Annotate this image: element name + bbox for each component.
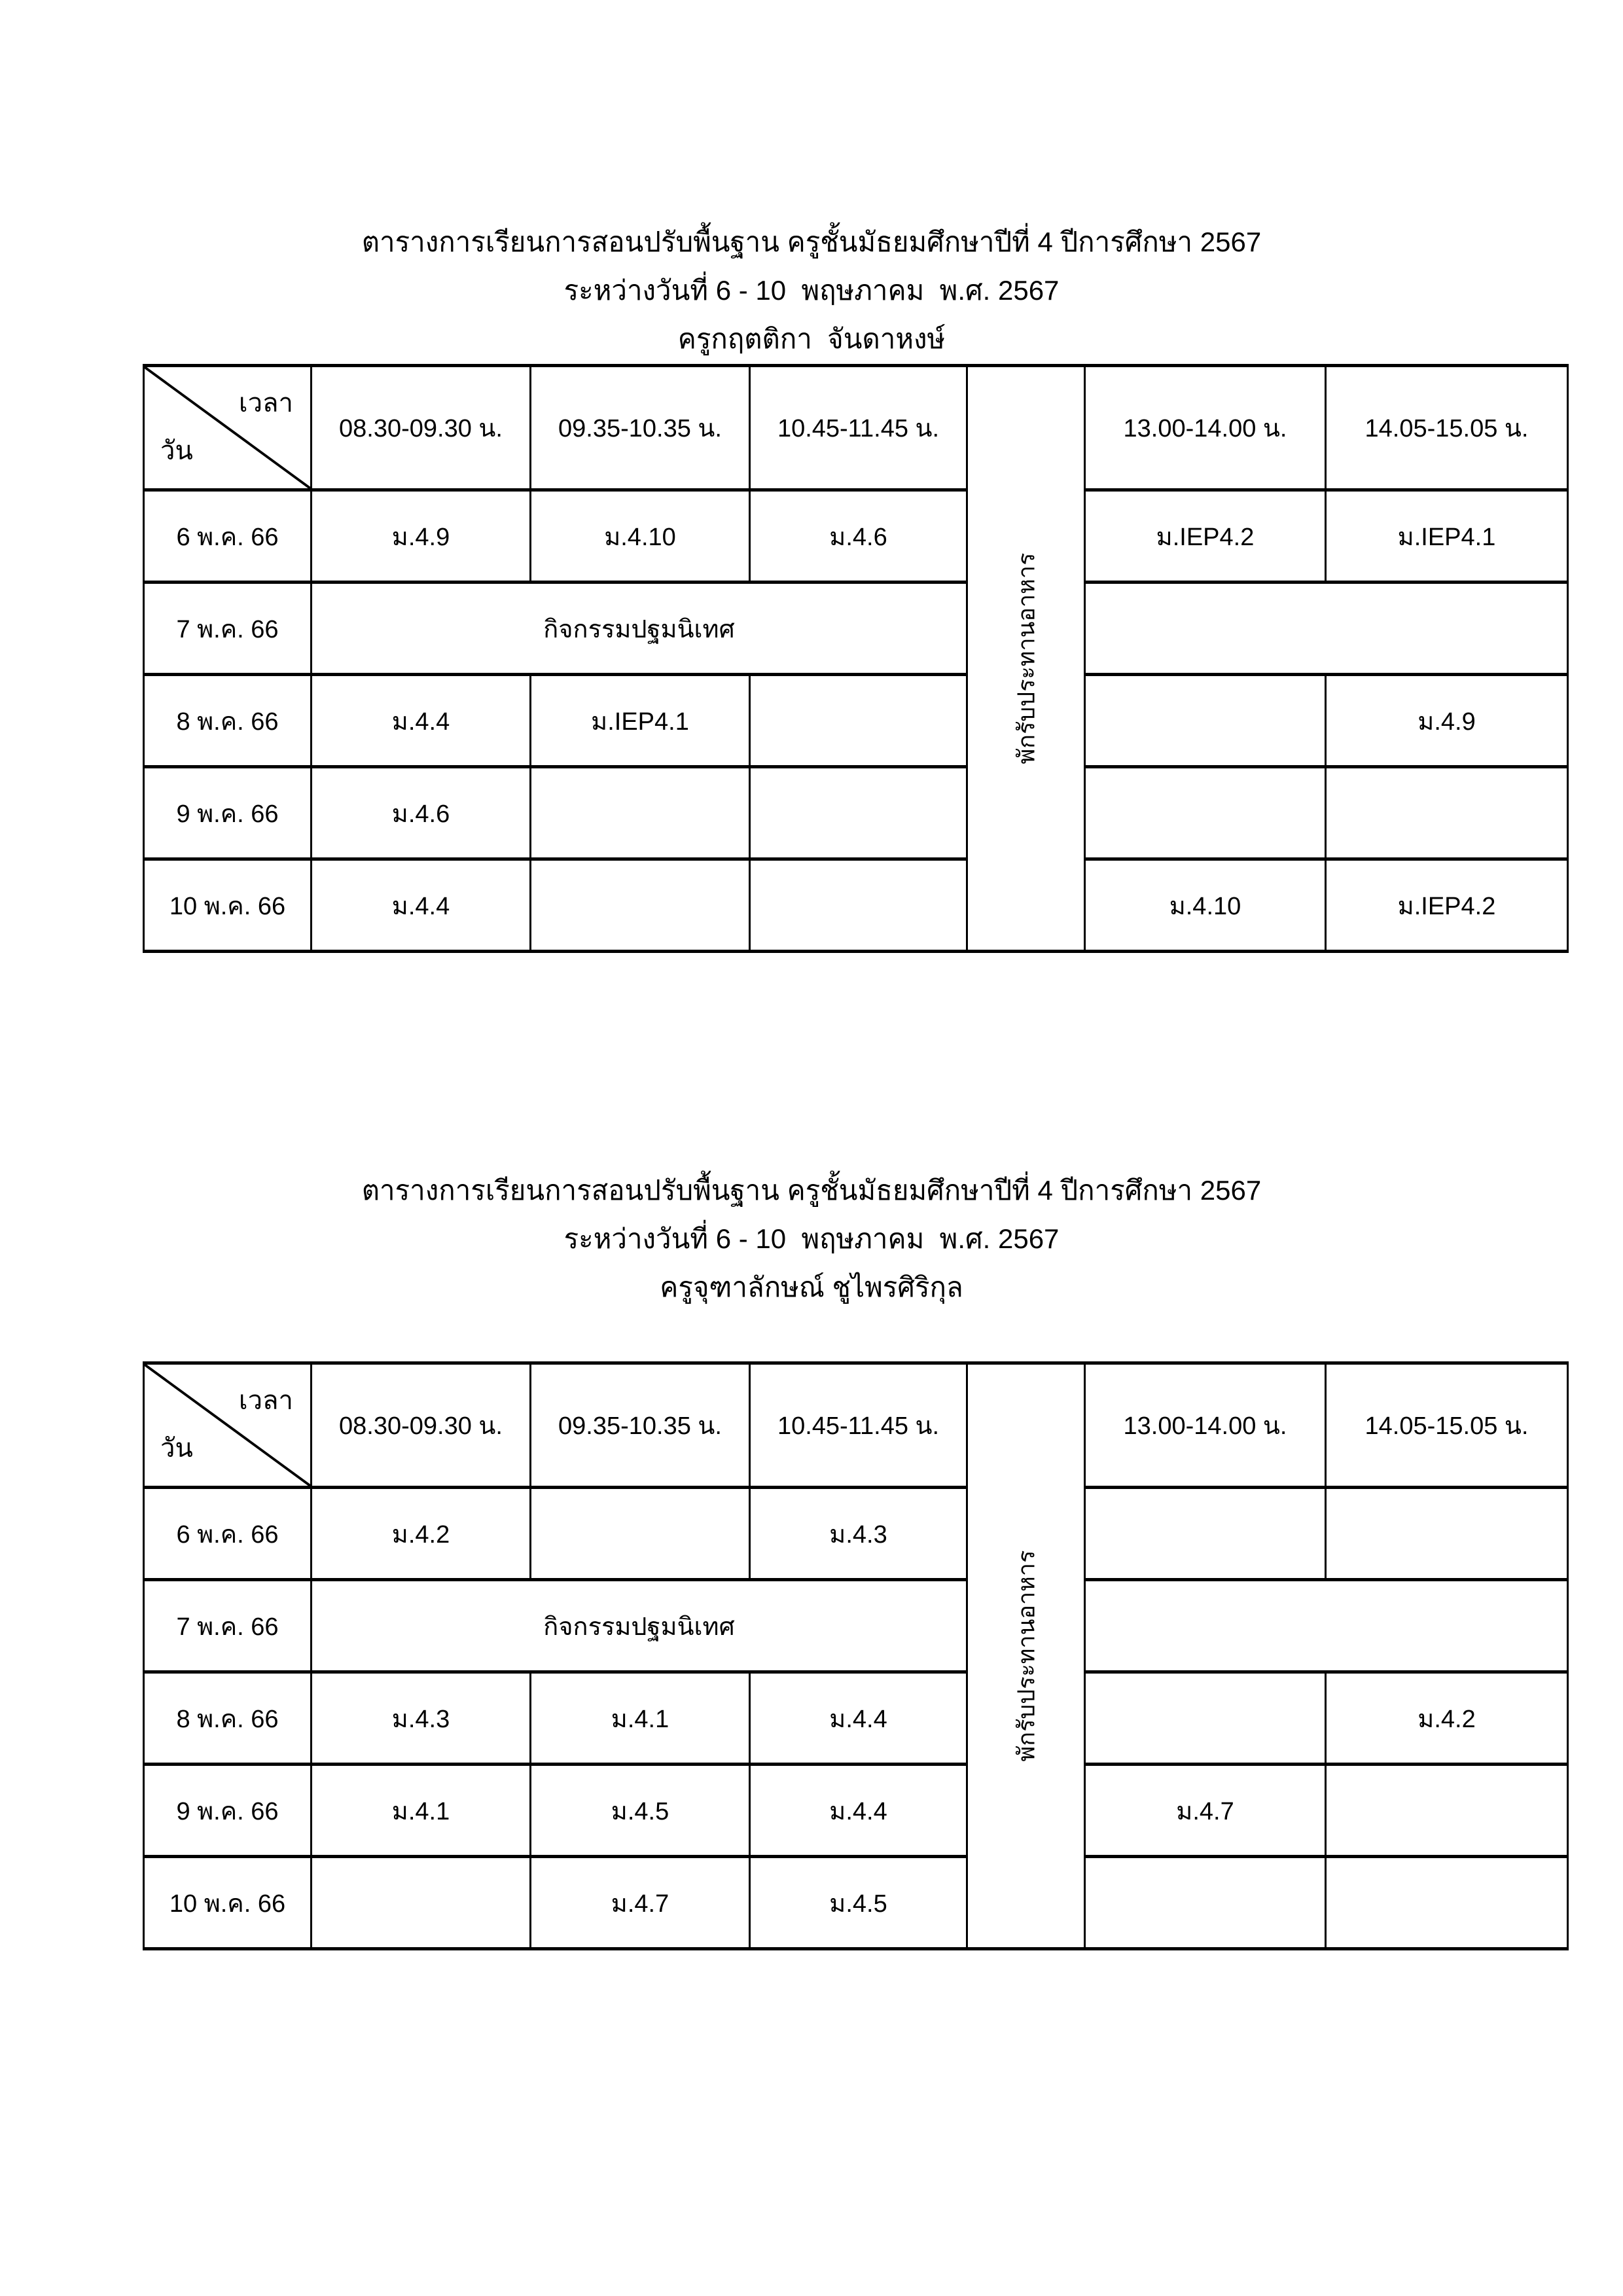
day-row (144, 490, 1568, 583)
schedule-cell (1085, 1857, 1326, 1949)
schedule-cell (1085, 1488, 1326, 1580)
schedule-cell-merged (1085, 583, 1568, 675)
schedule-cell: ม.4.9 (312, 490, 531, 583)
table1-title-line1: ตารางการเรียนการสอนปรับพื้นฐาน ครูชั้นมัธยมศึกษาปีที่ 4 ปีการศึกษา 2567 (361, 226, 1262, 257)
corner-day-time-cell (144, 366, 312, 490)
schedule-cell (531, 1488, 750, 1580)
corner-time-label: เวลา (238, 1386, 293, 1415)
schedule-cell: ม.4.9 (1326, 675, 1568, 767)
period-header: 14.05-15.05 น. (1326, 1363, 1568, 1488)
schedule-cell: ม.4.6 (750, 490, 967, 583)
period-header: 13.00-14.00 น. (1085, 1363, 1326, 1488)
day-label: 8 พ.ค. 66 (144, 675, 312, 767)
day-label: 7 พ.ค. 66 (144, 583, 312, 675)
table1-title-line2: ระหว่างวันที่ 6 - 10 พฤษภาคม พ.ศ. 2567 (563, 275, 1060, 306)
schedule-cell: ม.4.2 (312, 1488, 531, 1580)
day-row (144, 767, 1568, 859)
corner-day-label: วัน (160, 1434, 193, 1463)
day-row (144, 583, 1568, 675)
corner-time-label: เวลา (238, 389, 293, 418)
schedule-cell: ม.4.7 (531, 1857, 750, 1949)
schedule-cell (750, 675, 967, 767)
schedule-cell (750, 767, 967, 859)
schedule-cell: ม.IEP4.1 (531, 675, 750, 767)
header-row (144, 366, 1568, 490)
schedule-cell: ม.4.4 (312, 675, 531, 767)
table2-teacher-name: ครูจุฑาลักษณ์ ชูไพรศิริกุล (660, 1272, 963, 1302)
corner-day-time-cell (144, 1363, 312, 1488)
day-label: 10 พ.ค. 66 (144, 859, 312, 952)
timetable-teacher-1 (143, 364, 1569, 953)
day-row (144, 1488, 1568, 1580)
period-header: 10.45-11.45 น. (750, 366, 967, 490)
orientation-activity-cell: กิจกรรมปฐมนิเทศ (312, 1580, 967, 1672)
schedule-cell (750, 859, 967, 952)
table1-title-block (0, 218, 1623, 363)
schedule-cell: ม.4.3 (750, 1488, 967, 1580)
schedule-cell: ม.4.4 (750, 1765, 967, 1857)
day-row (144, 1672, 1568, 1765)
schedule-cell (1326, 767, 1568, 859)
schedule-cell: ม.4.2 (1326, 1672, 1568, 1765)
schedule-cell: ม.4.5 (531, 1765, 750, 1857)
period-header: 09.35-10.35 น. (531, 1363, 750, 1488)
schedule-cell: ม.4.5 (750, 1857, 967, 1949)
day-row (144, 859, 1568, 952)
schedule-cell: ม.4.4 (312, 859, 531, 952)
day-label: 10 พ.ค. 66 (144, 1857, 312, 1949)
orientation-activity-cell: กิจกรรมปฐมนิเทศ (312, 583, 967, 675)
schedule-cell (1085, 675, 1326, 767)
day-row (144, 1765, 1568, 1857)
schedule-cell: ม.4.1 (531, 1672, 750, 1765)
schedule-cell (1326, 1857, 1568, 1949)
day-row (144, 1857, 1568, 1949)
period-header: 13.00-14.00 น. (1085, 366, 1326, 490)
period-header: 08.30-09.30 น. (312, 1363, 531, 1488)
day-label: 6 พ.ค. 66 (144, 1488, 312, 1580)
schedule-cell: ม.IEP4.1 (1326, 490, 1568, 583)
schedule-cell: ม.4.1 (312, 1765, 531, 1857)
schedule-cell (1326, 1488, 1568, 1580)
table2-title-line1: ตารางการเรียนการสอนปรับพื้นฐาน ครูชั้นมัธยมศึกษาปีที่ 4 ปีการศึกษา 2567 (361, 1175, 1262, 1206)
schedule-cell: ม.4.4 (750, 1672, 967, 1765)
day-label: 7 พ.ค. 66 (144, 1580, 312, 1672)
schedule-cell: ม.IEP4.2 (1326, 859, 1568, 952)
day-label: 9 พ.ค. 66 (144, 767, 312, 859)
timetable-teacher-2 (143, 1361, 1569, 1950)
lunch-break-label: พักรับประทานอาหาร (1012, 1550, 1039, 1762)
schedule-cell: ม.4.7 (1085, 1765, 1326, 1857)
schedule-cell: ม.4.10 (531, 490, 750, 583)
schedule-cell: ม.IEP4.2 (1085, 490, 1326, 583)
day-label: 8 พ.ค. 66 (144, 1672, 312, 1765)
schedule-cell (312, 1857, 531, 1949)
schedule-cell (1085, 767, 1326, 859)
day-label: 6 พ.ค. 66 (144, 490, 312, 583)
schedule-cell (531, 859, 750, 952)
schedule-cell (1326, 1765, 1568, 1857)
schedule-cell: ม.4.10 (1085, 859, 1326, 952)
day-row (144, 1580, 1568, 1672)
corner-day-label: วัน (160, 437, 193, 465)
period-header: 09.35-10.35 น. (531, 366, 750, 490)
schedule-cell-merged (1085, 1580, 1568, 1672)
day-row (144, 675, 1568, 767)
lunch-break-column (967, 366, 1085, 952)
schedule-cell (531, 767, 750, 859)
period-header: 10.45-11.45 น. (750, 1363, 967, 1488)
period-header: 08.30-09.30 น. (312, 366, 531, 490)
schedule-cell (1085, 1672, 1326, 1765)
schedule-cell: ม.4.3 (312, 1672, 531, 1765)
header-row (144, 1363, 1568, 1488)
lunch-break-label: พักรับประทานอาหาร (1012, 552, 1039, 764)
period-header: 14.05-15.05 น. (1326, 366, 1568, 490)
lunch-break-column (967, 1363, 1085, 1949)
table2-title-block (0, 1166, 1623, 1312)
table1-teacher-name: ครูกฤตติกา จันดาหงษ์ (677, 323, 946, 354)
schedule-cell: ม.4.6 (312, 767, 531, 859)
table2-title-line2: ระหว่างวันที่ 6 - 10 พฤษภาคม พ.ศ. 2567 (563, 1223, 1060, 1254)
day-label: 9 พ.ค. 66 (144, 1765, 312, 1857)
